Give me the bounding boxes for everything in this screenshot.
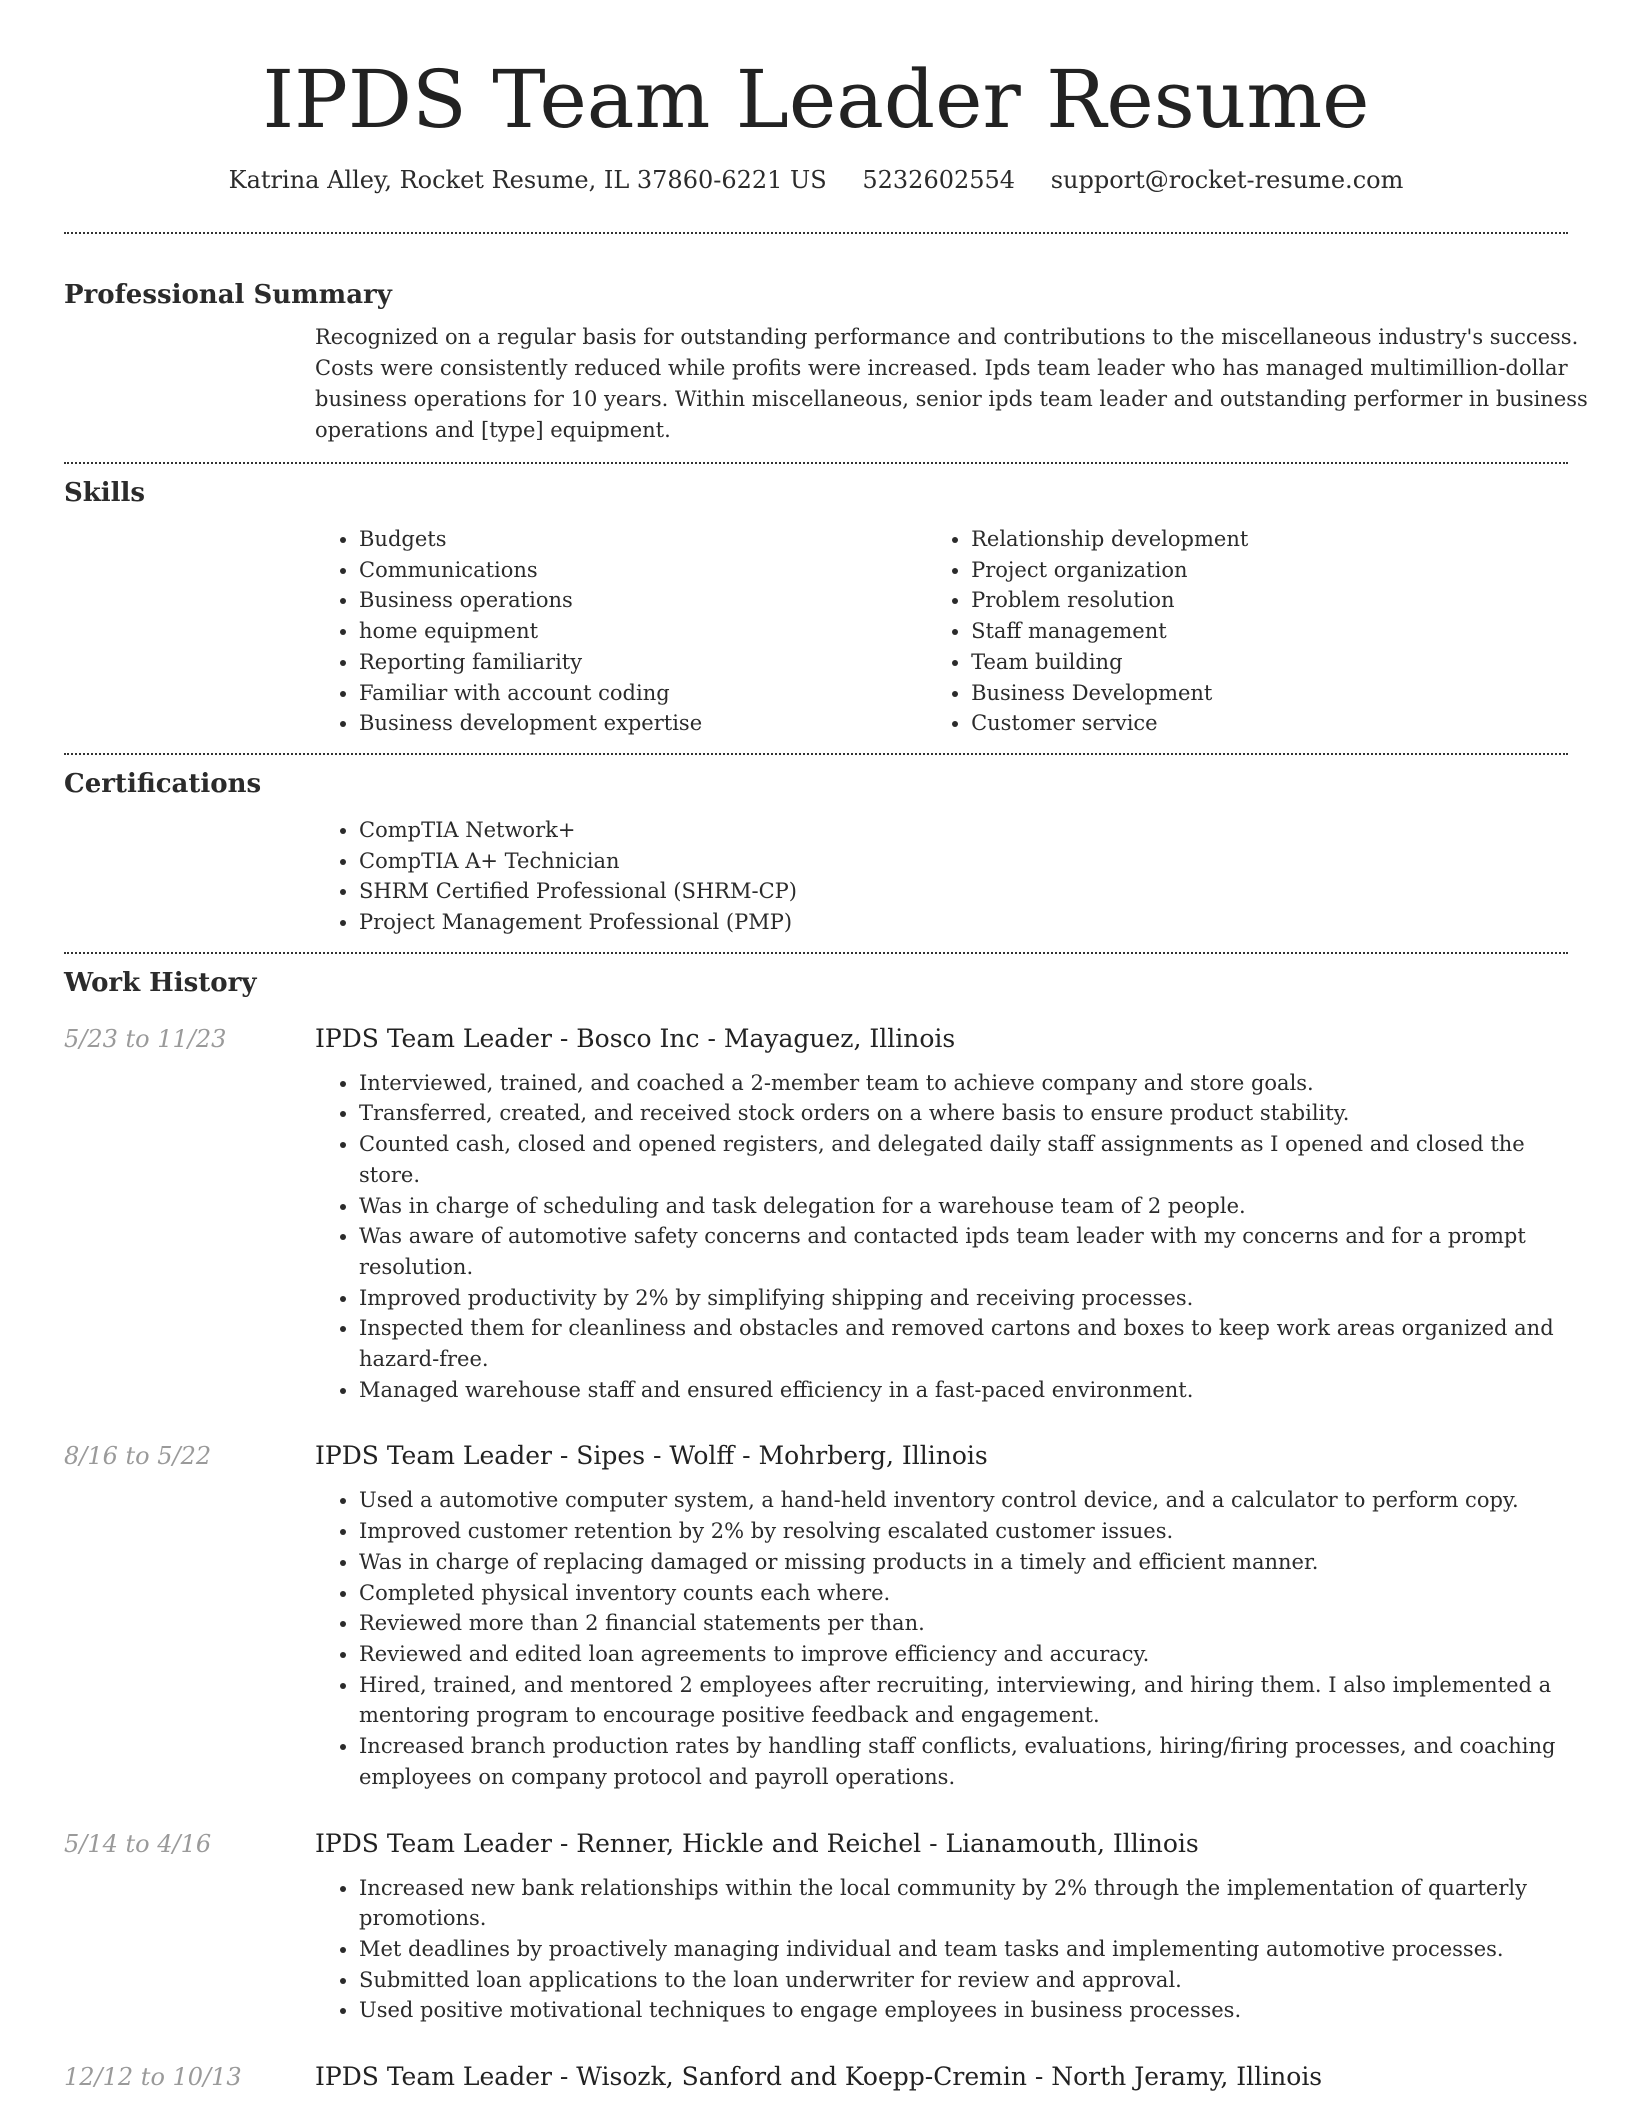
- job-entry: [64, 1439, 1568, 1792]
- list-item: • Transferred, created, and received stock orders on a where basis to ensure product stability.: [359, 1098, 1568, 1129]
- list-item: • CompTIA A+ Technician: [359, 846, 1568, 877]
- list-item: • Project organization: [971, 555, 1568, 586]
- list-item: • Increased branch production rates by handling staff conflicts, evaluations, hiring/firing processes, and coaching employees on company protocol and payroll operations.: [359, 1731, 1568, 1792]
- job-body: [315, 1022, 1568, 1406]
- list-item: • Completed physical inventory counts each where.: [359, 1578, 1568, 1609]
- list-item: • Team building: [971, 647, 1568, 678]
- job-dates: 12/12 to 10/13: [64, 2063, 242, 2092]
- resume-page: [64, 0, 1588, 2094]
- work-history-heading: Work History: [64, 967, 257, 998]
- summary-text: Recognized on a regular basis for outstanding performance and contributions to the miscellaneous industry's success. Costs were consistently reduced while profits were increased. Ipds team leader who has managed multimillion-dollar business operations for 10 years. Within miscellaneous, senior ipds team leader and outstanding performer in business operations and [type] equipment.: [315, 325, 1588, 442]
- job-bullets: [315, 1068, 1568, 1406]
- job-dates: 8/16 to 5/22: [64, 1442, 212, 1471]
- list-item: • Counted cash, closed and opened registers, and delegated daily staff assignments as I opened and closed the store.: [359, 1129, 1568, 1190]
- certifications-section: [64, 755, 1568, 952]
- job-body: [315, 1439, 1568, 1792]
- list-item: • Reporting familiarity: [359, 647, 927, 678]
- job-body: [315, 2060, 1568, 2094]
- job-title: IPDS Team Leader - Wisozk, Sanford and Koepp-Cremin - North Jeramy, Illinois: [315, 2062, 1323, 2092]
- list-item: • Was in charge of replacing damaged or missing products in a timely and efficient manner.: [359, 1547, 1568, 1578]
- job-dates: 5/23 to 11/23: [64, 1024, 227, 1053]
- job-entry: [64, 1827, 1568, 2027]
- summary-section: [64, 234, 1588, 462]
- list-item: • Hired, trained, and mentored 2 employees after recruiting, interviewing, and hiring them. I also implemented a mentoring program to encourage positive feedback and engagement.: [359, 1670, 1568, 1731]
- list-item: • SHRM Certified Professional (SHRM-CP): [359, 876, 1568, 907]
- list-item: • Project Management Professional (PMP): [359, 907, 1568, 938]
- job-title: IPDS Team Leader - Sipes - Wolff - Mohrberg, Illinois: [315, 1441, 988, 1471]
- list-item: • Inspected them for cleanliness and obstacles and removed cartons and boxes to keep work areas organized and hazard-free.: [359, 1313, 1568, 1374]
- list-item: • Improved customer retention by 2% by resolving escalated customer issues.: [359, 1516, 1568, 1547]
- list-item: • Communications: [359, 555, 927, 586]
- contact-email: support@rocket-resume.com: [1050, 166, 1404, 194]
- list-item: • Submitted loan applications to the loan underwriter for review and approval.: [359, 1965, 1568, 1996]
- contact-info: [64, 164, 1568, 196]
- job-title: IPDS Team Leader - Bosco Inc - Mayaguez, Illinois: [315, 1023, 956, 1053]
- list-item: • Used positive motivational techniques to engage employees in business processes.: [359, 1995, 1568, 2026]
- list-item: • Problem resolution: [971, 585, 1568, 616]
- list-item: • Managed warehouse staff and ensured efficiency in a fast-paced environment.: [359, 1375, 1568, 1406]
- skills-right-list: [927, 524, 1568, 739]
- list-item: • Business development expertise: [359, 708, 927, 739]
- job-title: IPDS Team Leader - Renner, Hickle and Reichel - Lianamouth, Illinois: [315, 1828, 1199, 1858]
- list-item: • Business operations: [359, 585, 927, 616]
- list-item: • Reviewed and edited loan agreements to improve efficiency and accuracy.: [359, 1639, 1568, 1670]
- job-body: [315, 1827, 1568, 2027]
- page-title: IPDS Team Leader Resume: [262, 53, 1370, 146]
- list-item: • Met deadlines by proactively managing individual and team tasks and implementing automotive processes.: [359, 1934, 1568, 1965]
- list-item: • Was in charge of scheduling and task delegation for a warehouse team of 2 people.: [359, 1191, 1568, 1222]
- skills-grid: [315, 524, 1568, 753]
- list-item: • Familiar with account coding: [359, 678, 927, 709]
- list-item: • Interviewed, trained, and coached a 2-member team to achieve company and store goals.: [359, 1068, 1568, 1099]
- list-item: • Customer service: [971, 708, 1568, 739]
- contact-address: Katrina Alley, Rocket Resume, IL 37860-6221 US: [228, 166, 827, 194]
- skills-section: [64, 464, 1568, 753]
- job-dates: 5/14 to 4/16: [64, 1829, 212, 1858]
- work-history-section: [64, 954, 1568, 2094]
- skills-left-list: [315, 524, 927, 739]
- list-item: • Budgets: [359, 524, 927, 555]
- job-entry: [64, 1022, 1568, 1406]
- list-item: • Staff management: [971, 616, 1568, 647]
- certifications-list: [315, 815, 1568, 952]
- certifications-heading: Certifications: [64, 768, 262, 799]
- list-item: • Relationship development: [971, 524, 1568, 555]
- list-item: • Was aware of automotive safety concerns and contacted ipds team leader with my concerns and for a prompt resolution.: [359, 1221, 1568, 1282]
- list-item: • home equipment: [359, 616, 927, 647]
- job-bullets: [315, 1485, 1568, 1792]
- list-item: • Reviewed more than 2 financial statements per than.: [359, 1608, 1568, 1639]
- list-item: • CompTIA Network+: [359, 815, 1568, 846]
- skills-heading: Skills: [64, 478, 146, 508]
- list-item: • Used a automotive computer system, a hand-held inventory control device, and a calculator to perform copy.: [359, 1485, 1568, 1516]
- job-entry: [64, 2060, 1568, 2094]
- contact-phone: 5232602554: [862, 166, 1016, 194]
- list-item: • Increased new bank relationships within the local community by 2% through the implementation of quarterly promotions.: [359, 1873, 1568, 1934]
- list-item: • Business Development: [971, 678, 1568, 709]
- list-item: • Improved productivity by 2% by simplifying shipping and receiving processes.: [359, 1283, 1568, 1314]
- job-bullets: [315, 1873, 1568, 2027]
- summary-heading: Professional Summary: [64, 280, 392, 310]
